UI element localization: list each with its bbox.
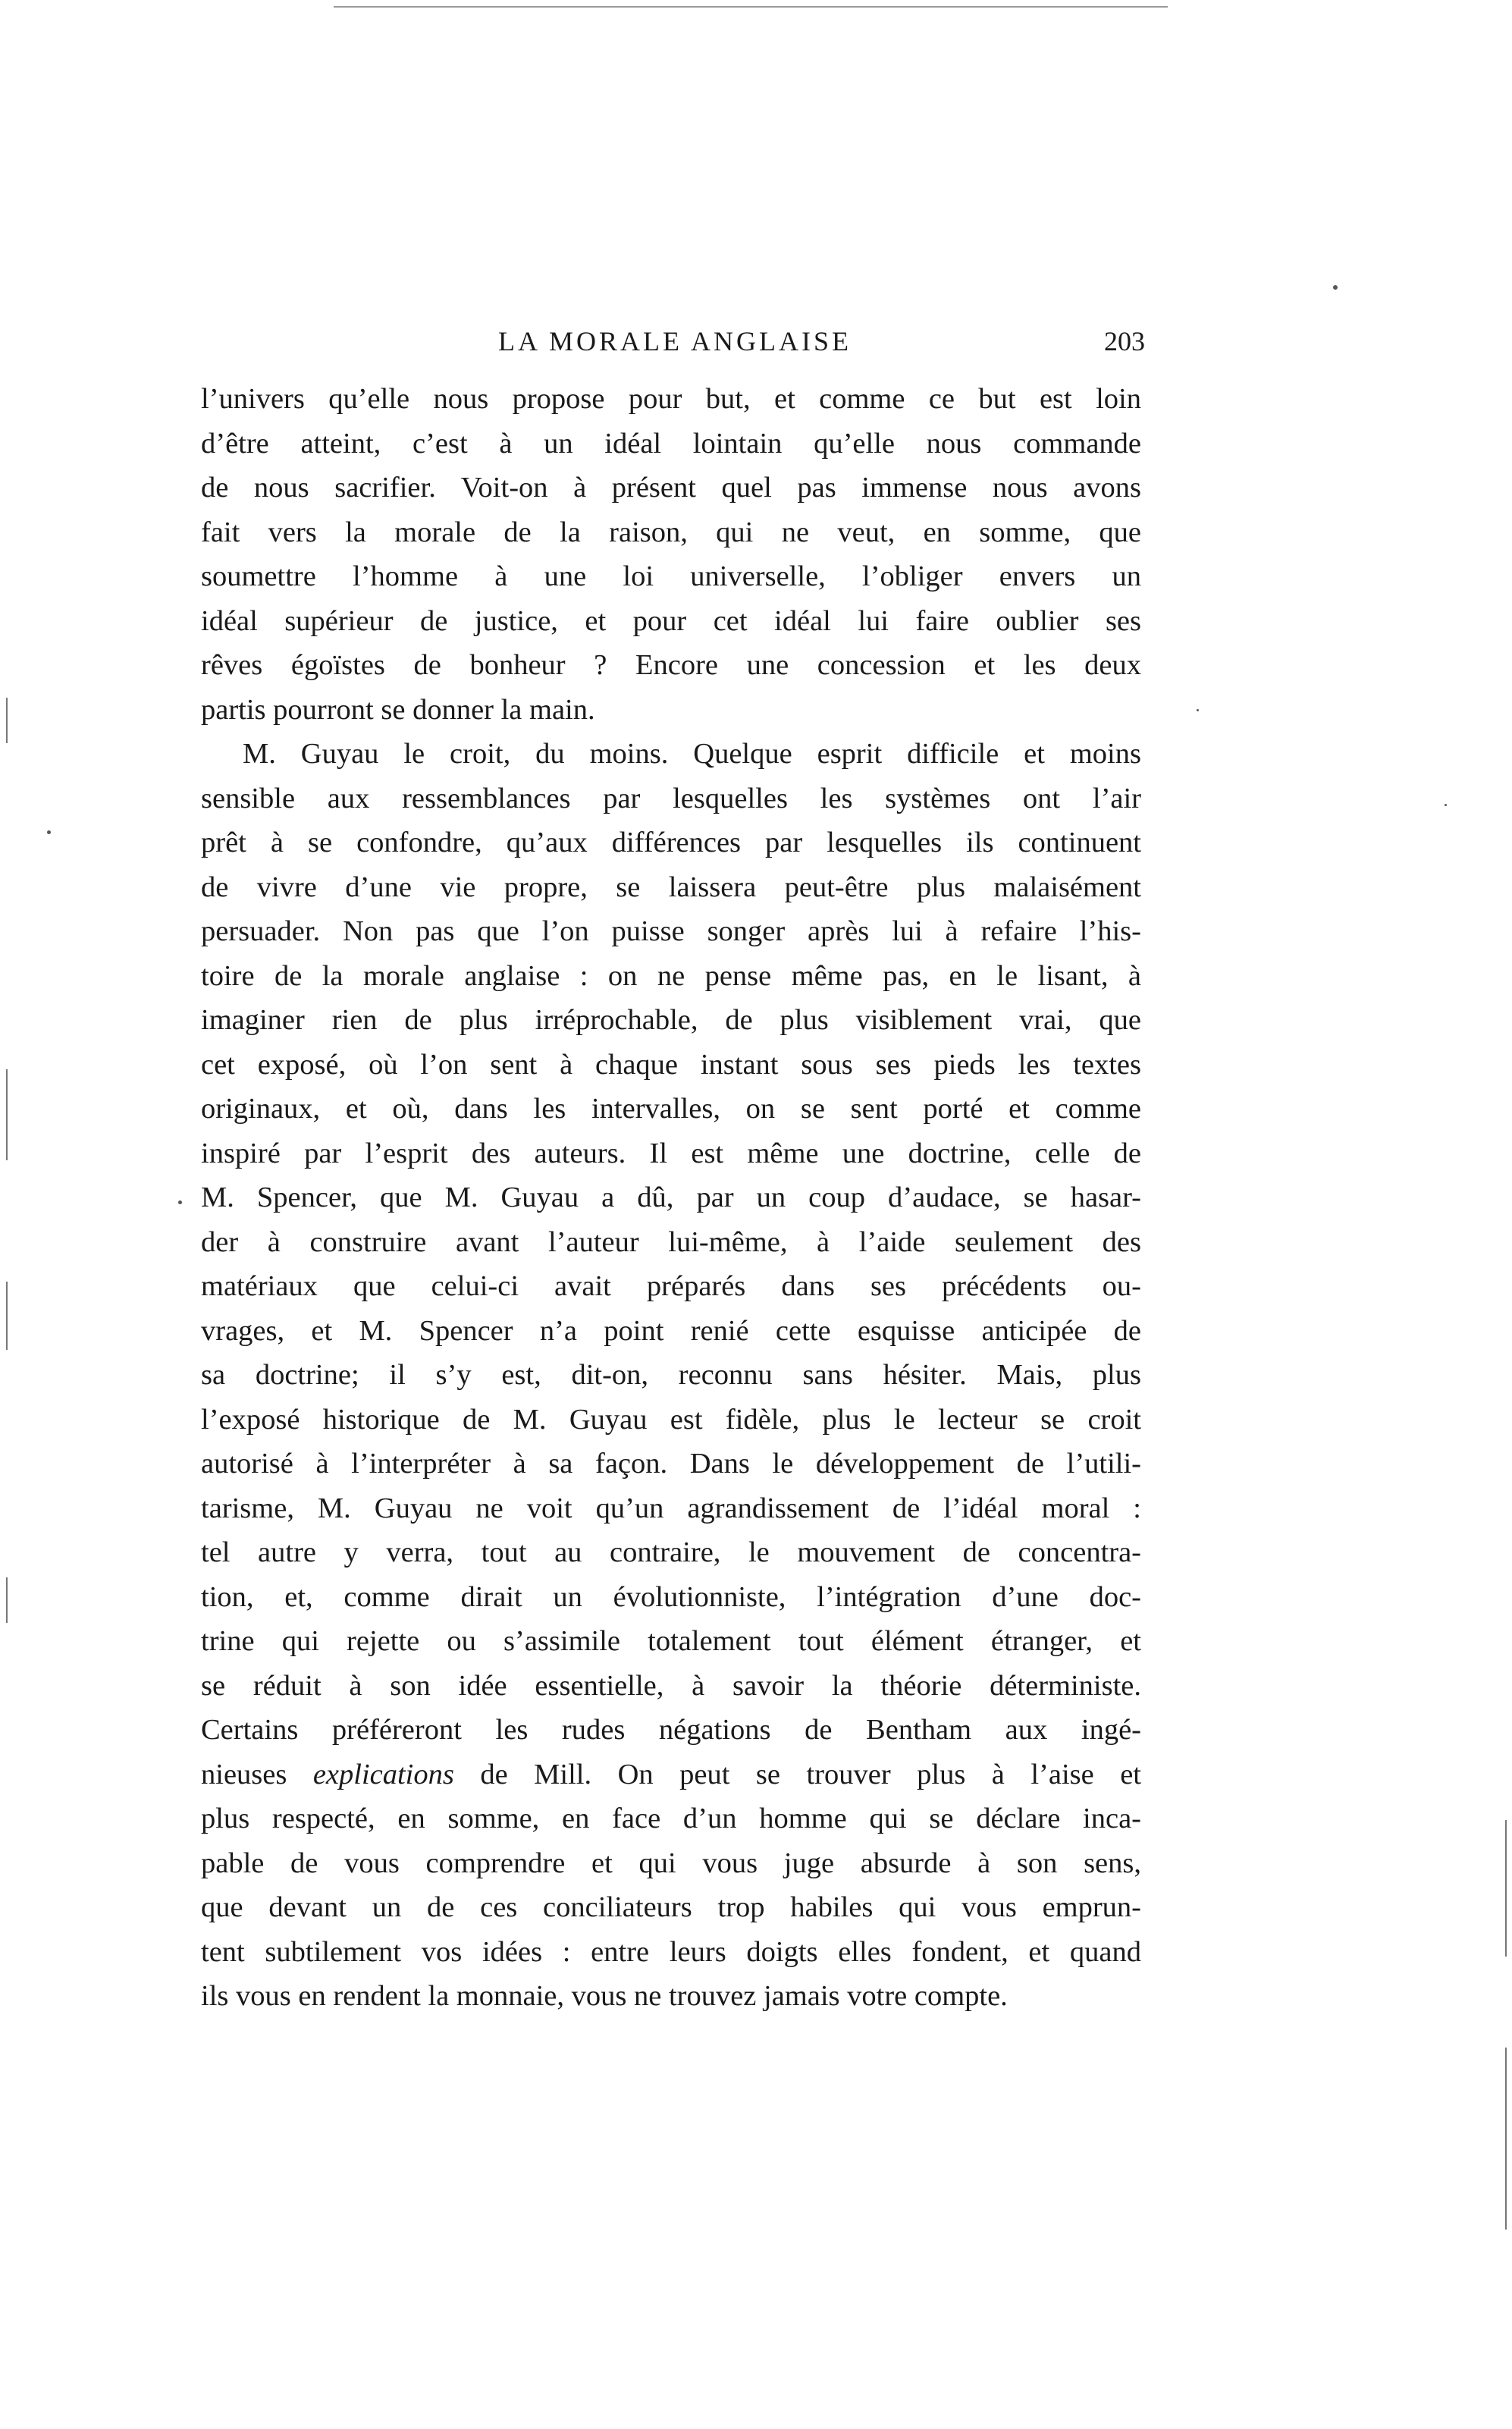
- text-line: l’exposé historique de M. Guyau est fidèle, plus le lecteur se croit: [201, 1403, 1141, 1436]
- text-line: rêves égoïstes de bonheur ? Encore une concession et les deux: [201, 649, 1141, 681]
- scan-edge-mark: [6, 1577, 8, 1623]
- text-line: prêt à se confondre, qu’aux différences par lesquelles ils continuent: [201, 827, 1141, 858]
- text-line: tel autre y verra, tout au contraire, le mouvement de concentra-: [201, 1536, 1141, 1568]
- text-line: soumettre l’homme à une loi universelle, l’obliger envers un: [201, 560, 1141, 592]
- text-line: toire de la morale anglaise : on ne pense même pas, en le lisant, à: [201, 959, 1141, 992]
- scan-speck: [1197, 709, 1199, 711]
- text-line: pable de vous comprendre et qui vous juge absurde à son sens,: [201, 1847, 1141, 1879]
- text-line: M. Spencer, que M. Guyau a dû, par un coup d’audace, se hasar-: [201, 1182, 1141, 1213]
- text-line: que devant un de ces conciliateurs trop habiles qui vous emprun-: [201, 1891, 1141, 1923]
- running-title: LA MORALE ANGLAISE: [498, 326, 852, 356]
- paragraph-end-line: ils vous en rendent la monnaie, vous ne trouvez jamais votre compte.: [201, 1980, 1008, 2012]
- scan-edge-mark: [1505, 1820, 1507, 1957]
- body-text: [201, 377, 1141, 2019]
- line-after: de Mill. On peut se trouver plus à l’aise et: [453, 1758, 1141, 1790]
- paragraph-end-line: partis pourront se donner la main.: [201, 693, 595, 726]
- line-before: nieuses: [201, 1758, 313, 1790]
- text-line: d’être atteint, c’est à un idéal lointain qu’elle nous commande: [201, 427, 1141, 460]
- text-line: l’univers qu’elle nous propose pour but, et comme ce but est loin: [201, 383, 1141, 415]
- text-line: Certains préféreront les rudes négations de Bentham aux ingé-: [201, 1714, 1141, 1746]
- scan-edge-mark: [6, 698, 8, 743]
- text-line: tion, et, comme dirait un évolutionniste, l’intégration d’une doc-: [201, 1580, 1141, 1613]
- running-head: [205, 319, 1145, 364]
- emphasis-word: explications: [312, 1758, 454, 1790]
- text-line: persuader. Non pas que l’on puisse songer après lui à refaire l’his-: [201, 915, 1141, 947]
- scan-edge-mark: [1505, 2048, 1507, 2230]
- text-line: der à construire avant l’auteur lui-même, à l’aide seulement des: [201, 1225, 1141, 1258]
- text-line: inspiré par l’esprit des auteurs. Il est même une doctrine, celle de: [201, 1137, 1141, 1169]
- text-line: fait vers la morale de la raison, qui ne veut, en somme, que: [201, 516, 1141, 548]
- text-line: idéal supérieur de justice, et pour cet idéal lui faire oublier ses: [201, 604, 1141, 637]
- scan-speck: [1445, 804, 1447, 806]
- text-line: tarisme, M. Guyau ne voit qu’un agrandissement de l’idéal moral :: [201, 1492, 1141, 1524]
- text-line: imaginer rien de plus irréprochable, de plus visiblement vrai, que: [201, 1004, 1141, 1036]
- scan-edge-mark: [6, 1282, 8, 1350]
- top-rule: [334, 6, 1168, 8]
- paragraph-start-line: M. Guyau le croit, du moins. Quelque esprit difficile et moins: [243, 738, 1141, 770]
- text-line: sensible aux ressemblances par lesquelles les systèmes ont l’air: [201, 782, 1141, 814]
- text-line: sa doctrine; il s’y est, dit-on, reconnu sans hésiter. Mais, plus: [201, 1359, 1141, 1391]
- text-line: plus respecté, en somme, en face d’un homme qui se déclare inca-: [201, 1803, 1141, 1834]
- text-line: autorisé à l’interpréter à sa façon. Dans le développement de l’utili-: [201, 1448, 1141, 1480]
- scan-speck: [1333, 285, 1338, 290]
- scan-edge-mark: [6, 1069, 8, 1160]
- text-line: se réduit à son idée essentielle, à savoir la théorie déterministe.: [201, 1669, 1141, 1702]
- text-line: cet exposé, où l’on sent à chaque instant sous ses pieds les textes: [201, 1048, 1141, 1081]
- scan-speck: [47, 830, 51, 834]
- text-line: trine qui rejette ou s’assimile totalement tout élément étranger, et: [201, 1625, 1141, 1657]
- text-line: matériaux que celui-ci avait préparés dans ses précédents ou-: [201, 1270, 1141, 1302]
- text-line-with-emphasis: [201, 1753, 1141, 1797]
- text-line: originaux, et où, dans les intervalles, on se sent porté et comme: [201, 1093, 1141, 1125]
- text-line: vrages, et M. Spencer n’a point renié cette esquisse anticipée de: [201, 1314, 1141, 1347]
- scan-speck: [178, 1200, 182, 1204]
- text-line: tent subtilement vos idées : entre leurs doigts elles fondent, et quand: [201, 1935, 1141, 1968]
- text-line: de nous sacrifier. Voit-on à présent quel pas immense nous avons: [201, 472, 1141, 504]
- text-line: de vivre d’une vie propre, se laissera peut-être plus malaisément: [201, 871, 1141, 903]
- page-number: 203: [1104, 326, 1145, 356]
